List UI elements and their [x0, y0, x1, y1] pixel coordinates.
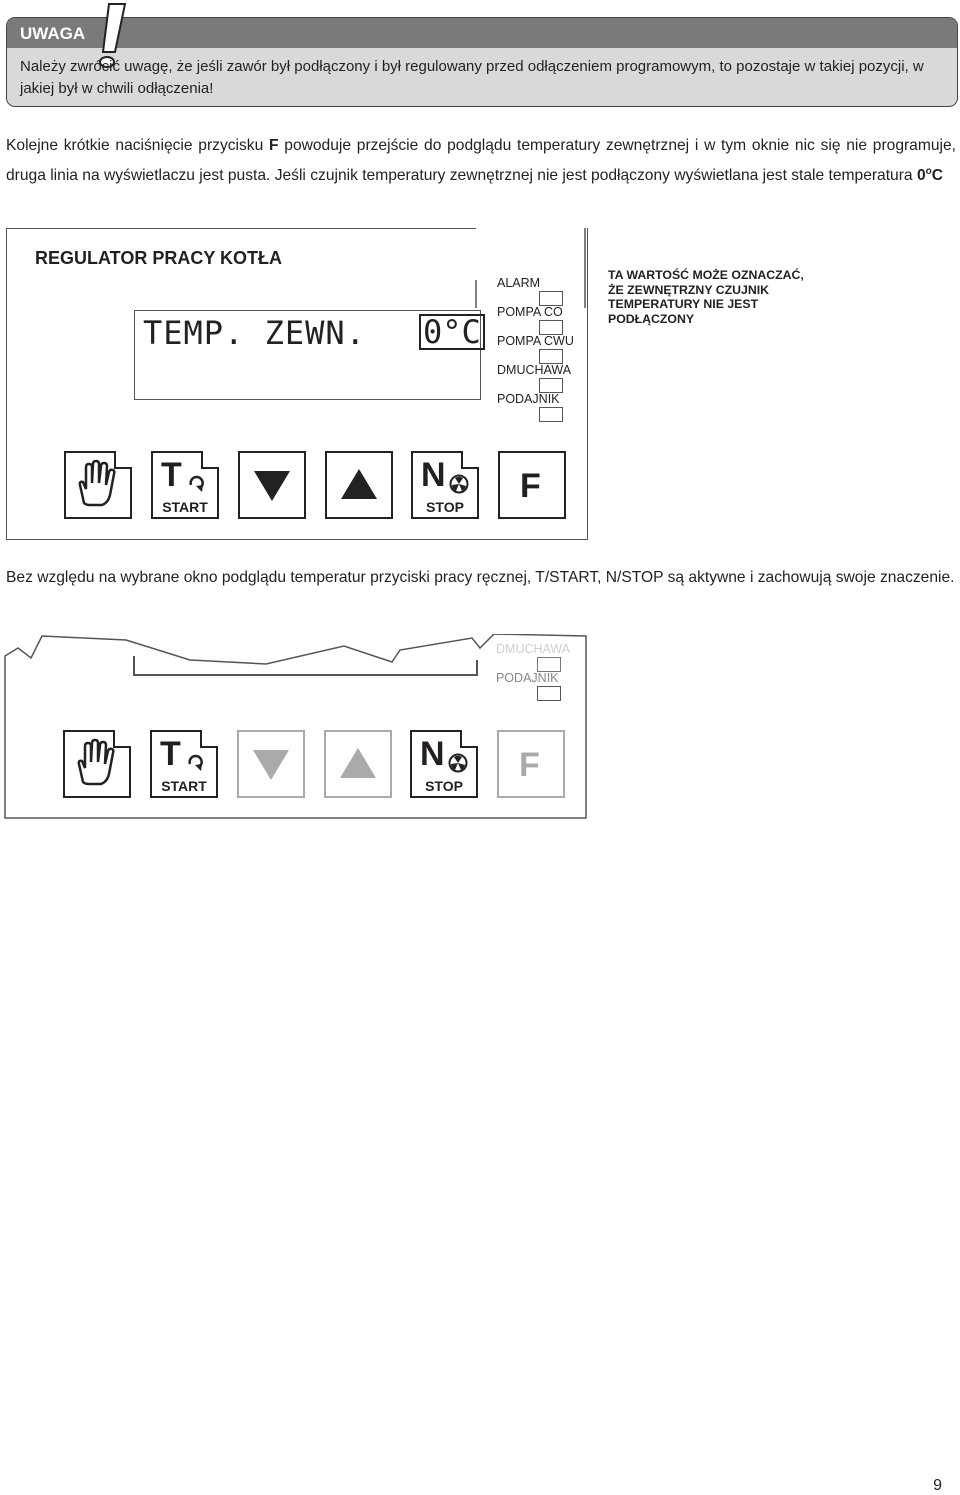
led-indicator — [539, 320, 563, 335]
led-indicator — [539, 378, 563, 393]
note-line: TEMPERATURY NIE JEST — [608, 297, 759, 312]
up-button-disabled — [324, 730, 392, 798]
para1-text-a: Kolejne krótkie naciśnięcie przycisku — [6, 137, 270, 154]
n-stop-button[interactable] — [411, 451, 479, 519]
note-callout — [608, 268, 804, 326]
f-letter: F — [520, 467, 541, 505]
para1-temp-unit: C — [931, 167, 943, 185]
para1-temp-sup: o — [925, 166, 932, 177]
led-label: POMPA CWU — [497, 334, 574, 348]
down-button[interactable] — [238, 451, 306, 519]
warning-text: Należy zwrócić uwagę, że jeśli zawór był podłączony i był regulowany przed odłączeniem programowym, to pozostaje w takiej pozycji, w jakiej był w chwili odłączenia! — [20, 58, 924, 97]
para1-bold-f: F — [269, 137, 279, 154]
triangle-up-icon — [338, 746, 378, 780]
page-number: 9 — [933, 1477, 942, 1494]
triangle-down-icon — [252, 469, 292, 503]
triangle-down-icon — [251, 748, 291, 782]
controller-panel-cropped — [4, 634, 587, 819]
refresh-icon — [186, 752, 204, 772]
led-label: PODAJNIK — [497, 392, 560, 406]
para1-temp-value: 0 — [916, 167, 926, 185]
manual-button[interactable] — [63, 730, 131, 798]
note-line: TA WARTOŚĆ MOŻE OZNACZAĆ, — [608, 268, 804, 282]
t-letter: T — [161, 456, 182, 494]
start-label: START — [162, 499, 208, 515]
led-indicator — [537, 686, 561, 701]
note-line: ŻE ZEWNĘTRZNY CZUJNIK — [608, 282, 770, 297]
t-start-button[interactable] — [151, 451, 219, 519]
warning-title: UWAGA — [20, 24, 86, 43]
lcd-temperature: 0°C — [419, 314, 485, 350]
f-button[interactable] — [498, 451, 566, 519]
n-stop-button[interactable] — [410, 730, 478, 798]
manual-button[interactable] — [64, 451, 132, 519]
para1-text-b: powoduje przejście do podglądu temperatury zewnętrznej i w tym oknie nic się nie programuje, druga linia na wyświetlaczu jest pusta. Jeśli czujnik temperatury zewnętrznej nie jest podłączony wyświetlana jest stale temperatura — [6, 137, 956, 185]
lcd-display — [134, 310, 481, 400]
button-corner — [460, 730, 478, 748]
button-corner — [461, 451, 479, 469]
led-label: POMPA CO — [497, 305, 563, 319]
lcd-label: TEMP. ZEWN. — [143, 314, 366, 352]
led-indicator — [537, 657, 561, 672]
led-label-dmuchawa: DMUCHAWA — [496, 642, 571, 656]
led-label-podajnik: PODAJNIK — [496, 671, 559, 685]
n-letter: N — [420, 735, 445, 773]
paragraph-intro — [6, 133, 956, 189]
panel-top-border — [7, 228, 476, 229]
t-start-button[interactable] — [150, 730, 218, 798]
button-corner — [200, 730, 218, 748]
led-label: ALARM — [497, 276, 541, 290]
n-letter: N — [421, 456, 446, 494]
led-indicator — [539, 349, 563, 364]
panel-title: REGULATOR PRACY KOTŁA — [35, 248, 283, 268]
warning-header — [7, 18, 957, 48]
warning-box — [6, 17, 958, 107]
paragraph-buttons: Bez względu na wybrane okno podglądu temperatur przyciski pracy ręcznej, T/START, N/STOP są aktywne i zachowują swoje znaczenie. — [6, 569, 955, 586]
up-button[interactable] — [325, 451, 393, 519]
down-button-disabled — [237, 730, 305, 798]
button-corner — [201, 451, 219, 469]
triangle-up-icon — [339, 467, 379, 501]
f-letter: F — [519, 746, 540, 784]
start-label: START — [161, 778, 207, 794]
hand-icon — [74, 459, 120, 509]
led-indicator — [539, 407, 563, 422]
note-line: PODŁĄCZONY — [608, 311, 695, 326]
stop-label: STOP — [425, 778, 463, 794]
stop-label: STOP — [426, 499, 464, 515]
f-button-disabled — [497, 730, 565, 798]
fan-icon — [449, 474, 469, 494]
hand-icon — [73, 738, 119, 788]
panel-edge — [475, 228, 587, 308]
led-label: DMUCHAWA — [497, 363, 572, 377]
t-letter: T — [160, 735, 181, 773]
refresh-icon — [187, 473, 205, 493]
fan-icon — [448, 753, 468, 773]
